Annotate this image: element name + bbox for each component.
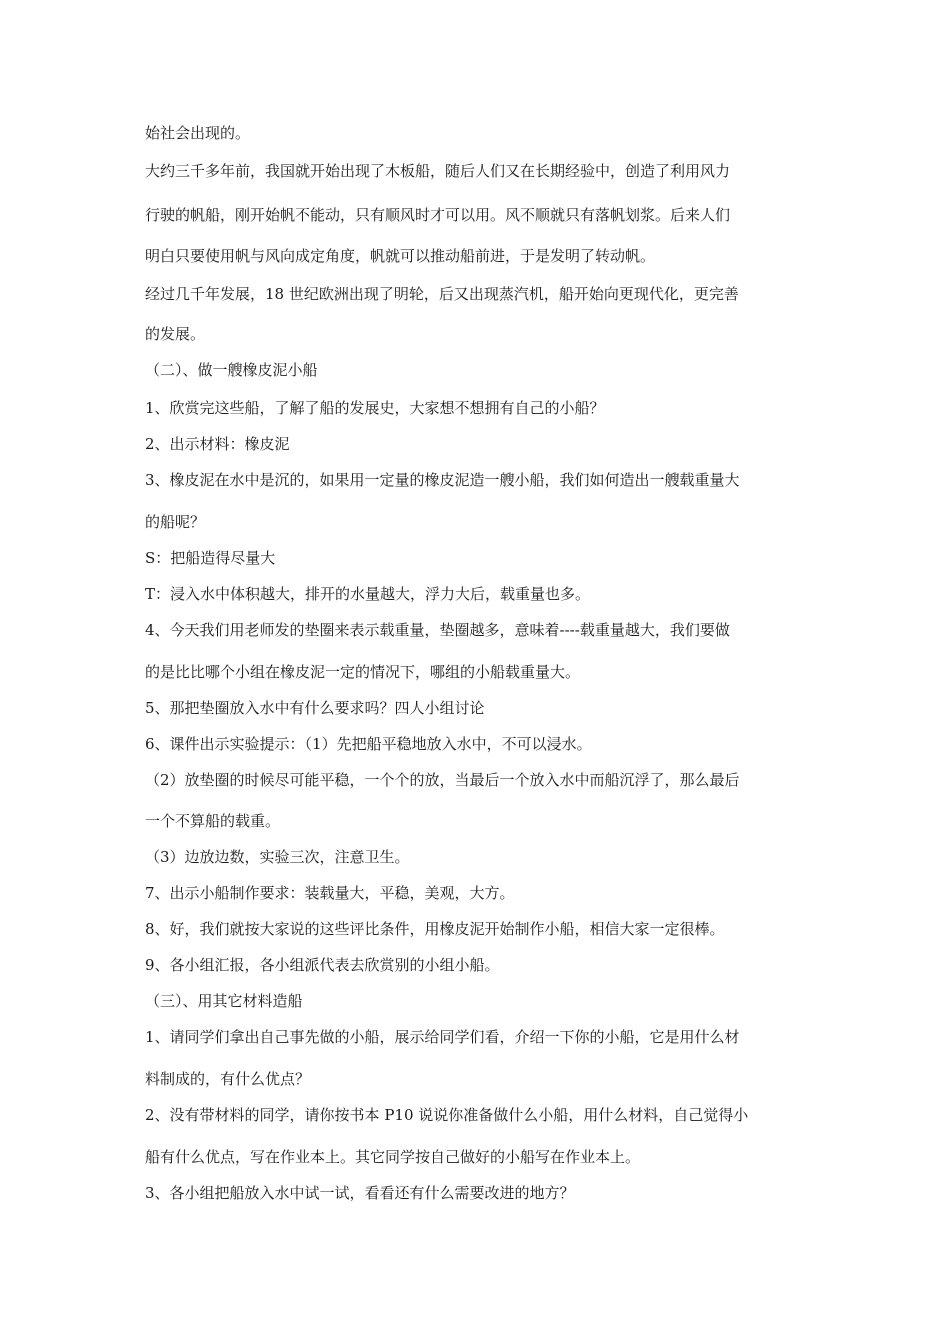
paragraph-line: （2）放垫圈的时候尽可能平稳，一个个的放，当最后一个放入水中而船沉浮了，那么最后 — [145, 771, 740, 789]
list-item: 9、各小组汇报，各小组派代表去欣赏别的小组小船。 — [145, 956, 500, 974]
paragraph-line: 的是比比哪个小组在橡皮泥一定的情况下，哪组的小船载重量大。 — [145, 663, 581, 681]
list-item: 2、没有带材料的同学，请你按书本 P10 说说你准备做什么小船，用什么材料，自己觉得小 — [145, 1106, 749, 1124]
list-item: 7、出示小船制作要求：装载量大，平稳，美观，大方。 — [145, 884, 515, 902]
list-item: 1、欣赏完这些船，了解了船的发展史，大家想不想拥有自己的小船？ — [145, 399, 605, 417]
dialogue-line: T：浸入水中体积越大，排开的水量越大，浮力大后，载重量也多。 — [145, 585, 591, 603]
paragraph-line: 经过几千年发展，18 世纪欧洲出现了明轮，后又出现蒸汽机，船开始向更现代化，更完善 — [145, 285, 739, 303]
list-item: 5、那把垫圈放入水中有什么要求吗？四人小组讨论 — [145, 699, 485, 717]
paragraph-line: 始社会出现的。 — [145, 124, 251, 142]
list-item: 4、今天我们用老师发的垫圈来表示载重量，垫圈越多，意味着----载重量越大，我们要做 — [145, 621, 730, 639]
list-item: 8、好，我们就按大家说的这些评比条件，用橡皮泥开始制作小船，相信大家一定很棒。 — [145, 920, 725, 938]
paragraph-line: 大约三千多年前，我国就开始出现了木板船，随后人们又在长期经验中，创造了利用风力 — [145, 162, 731, 180]
list-item: 3、橡皮泥在水中是沉的，如果用一定量的橡皮泥造一艘小船，我们如何造出一艘载重量大 — [145, 471, 740, 489]
section-heading: （三）、用其它材料造船 — [145, 992, 303, 1010]
paragraph-line: 的发展。 — [145, 325, 206, 343]
paragraph-line: 行驶的帆船，刚开始帆不能动，只有顺风时才可以用。风不顺就只有落帆划浆。后来人们 — [145, 206, 731, 224]
list-item: 1、请同学们拿出自己事先做的小船，展示给同学们看，介绍一下你的小船，它是用什么材 — [145, 1028, 740, 1046]
dialogue-line: S：把船造得尽量大 — [145, 549, 276, 567]
paragraph-line: 的船呢？ — [145, 513, 206, 531]
paragraph-line: 一个不算船的载重。 — [145, 812, 281, 830]
list-item: 3、各小组把船放入水中试一试，看看还有什么需要改进的地方？ — [145, 1184, 575, 1202]
paragraph-line: 明白只要使用帆与风向成定角度，帆就可以推动船前进，于是发明了转动帆。 — [145, 247, 656, 265]
paragraph-line: （3）边放边数，实验三次，注意卫生。 — [145, 848, 410, 866]
paragraph-line: 料制成的，有什么优点？ — [145, 1070, 311, 1088]
paragraph-line: 船有什么优点，写在作业本上。其它同学按自己做好的小船写在作业本上。 — [145, 1148, 641, 1166]
section-heading: （二）、做一艘橡皮泥小船 — [145, 361, 318, 379]
list-item: 6、课件出示实验提示：（1）先把船平稳地放入水中，不可以浸水。 — [145, 735, 592, 753]
list-item: 2、出示材料：橡皮泥 — [145, 435, 290, 453]
